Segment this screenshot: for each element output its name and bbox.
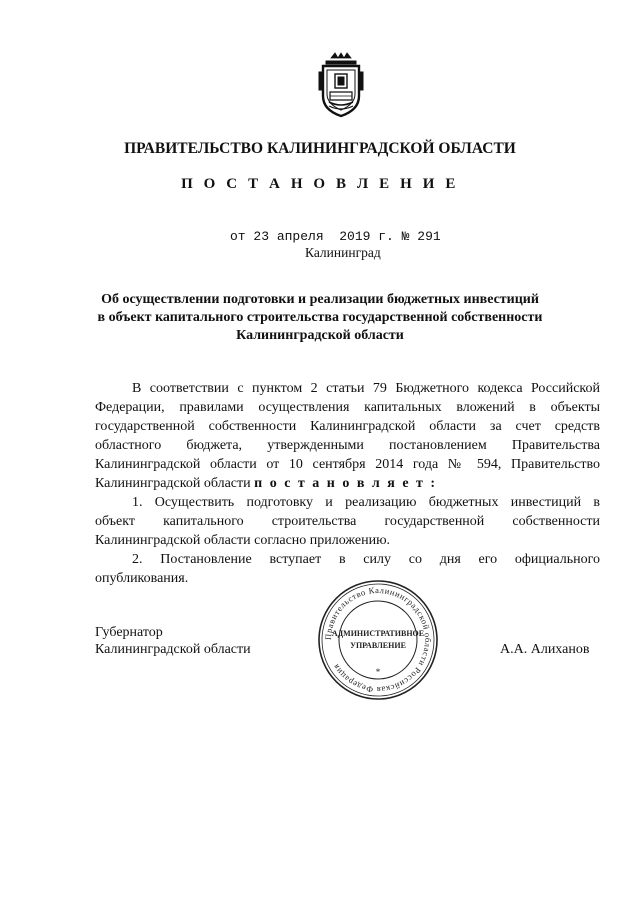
- document-number: 291: [417, 229, 441, 244]
- signatory-title-line-2: Калининградской области: [95, 642, 251, 657]
- signatory-title-line-1: Губернатор: [95, 625, 163, 640]
- date-value: 23 апреля 2019 г.: [253, 229, 394, 244]
- body-item-2-line-2: опубликования.: [95, 571, 189, 586]
- date-prefix: от: [230, 229, 246, 244]
- body-line-6: [95, 476, 437, 492]
- document-type-title: П О С Т А Н О В Л Е Н И Е: [181, 176, 459, 192]
- resolves-word: п о с т а н о в л я е т :: [254, 476, 438, 491]
- stamp-ring-text: Правительство Калининградской области Российская Федерация: [322, 584, 434, 696]
- body-line-1: В соответствии с пунктом 2 статьи 79 Бюджетного кодекса Российской: [132, 381, 600, 396]
- signatory-name: А.А. Алиханов: [500, 642, 590, 657]
- body-line-2: Федерации, правилами осуществления капитальных вложений в объекты: [95, 400, 600, 415]
- subject-line-1: Об осуществлении подготовки и реализации бюджетных инвестиций: [101, 292, 539, 307]
- stamp-inner-line-2: УПРАВЛЕНИЕ: [350, 641, 406, 650]
- official-stamp: [316, 578, 440, 702]
- stamp-inner-line-1: АДМИНИСТРАТИВНОЕ: [331, 629, 425, 638]
- body-item-1-line-1: 1. Осуществить подготовку и реализацию бюджетных инвестиций в: [132, 495, 600, 510]
- coat-of-arms-emblem: [317, 52, 365, 120]
- body-line-5: Калининградской области от 10 сентября 2014 года № 594, Правительство: [95, 457, 600, 472]
- subject-line-2: в объект капитального строительства государственной собственности: [97, 310, 543, 325]
- number-sign: №: [401, 229, 410, 244]
- city-name: Калининград: [305, 245, 381, 260]
- date-line: [230, 229, 441, 244]
- body-line-6-text: Калининградской области: [95, 476, 255, 491]
- government-title: ПРАВИТЕЛЬСТВО КАЛИНИНГРАДСКОЙ ОБЛАСТИ: [124, 140, 516, 157]
- body-item-2-line-1: 2. Постановление вступает в силу со дня его официального: [132, 552, 600, 567]
- body-line-4: областного бюджета, утвержденными постановлением Правительства: [95, 438, 600, 453]
- body-item-1-line-2: объект капитального строительства государственной собственности: [95, 514, 600, 529]
- subject-line-3: Калининградской области: [236, 328, 404, 343]
- stamp-star: *: [375, 667, 381, 677]
- body-line-3: государственной собственности Калининградской области за счет средств: [95, 419, 600, 434]
- body-item-1-line-3: Калининградской области согласно приложению.: [95, 533, 391, 548]
